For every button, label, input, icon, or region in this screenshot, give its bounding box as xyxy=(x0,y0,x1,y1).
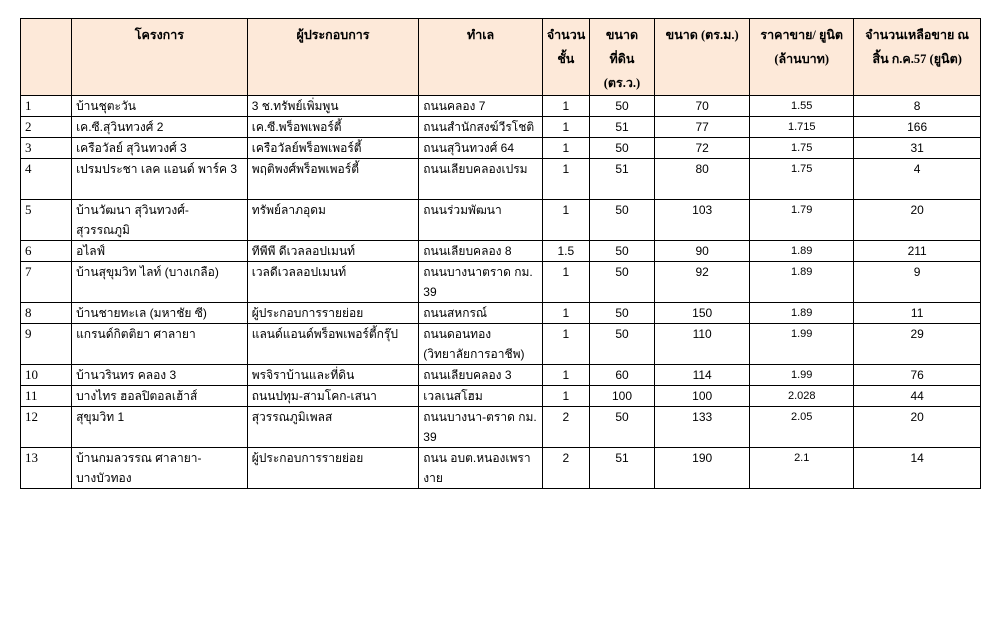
table-row xyxy=(21,117,981,138)
area-cell: 190 xyxy=(655,448,750,489)
area-cell: 114 xyxy=(655,365,750,386)
area-cell: 133 xyxy=(655,407,750,448)
table-row xyxy=(21,241,981,262)
developer-cell: แลนด์แอนด์พร็อพเพอร์ตี้กรุ๊ป xyxy=(247,324,419,365)
price-cell: 1.75 xyxy=(750,138,854,159)
land-size-cell: 51 xyxy=(589,159,654,200)
col-header-developer: ผู้ประกอบการ xyxy=(247,19,419,96)
developer-cell: สุวรรณภูมิเพลส xyxy=(247,407,419,448)
table-row xyxy=(21,262,981,303)
table-row xyxy=(21,365,981,386)
header-row xyxy=(21,19,981,96)
remaining-cell: 8 xyxy=(854,96,981,117)
remaining-cell: 31 xyxy=(854,138,981,159)
developer-cell: ทีพีพี ดีเวลลอปเมนท์ xyxy=(247,241,419,262)
table-row xyxy=(21,386,981,407)
remaining-cell: 9 xyxy=(854,262,981,303)
price-cell: 1.89 xyxy=(750,303,854,324)
floors-cell: 1 xyxy=(542,303,589,324)
project-cell: สุขุมวิท 1 xyxy=(72,407,248,448)
row-number: 13 xyxy=(21,448,72,489)
row-number: 2 xyxy=(21,117,72,138)
land-size-cell: 50 xyxy=(589,407,654,448)
project-cell: แกรนด์กิตติยา ศาลายา xyxy=(72,324,248,365)
remaining-cell: 166 xyxy=(854,117,981,138)
row-number: 9 xyxy=(21,324,72,365)
row-number: 8 xyxy=(21,303,72,324)
project-cell: บ้านกมลวรรณ ศาลายา-บางบัวทอง xyxy=(72,448,248,489)
developer-cell: 3 ช.ทรัพย์เพิ่มพูน xyxy=(247,96,419,117)
price-cell: 1.99 xyxy=(750,365,854,386)
developer-cell: พรจิราบ้านและที่ดิน xyxy=(247,365,419,386)
col-header-floors: จำนวนชั้น xyxy=(542,19,589,96)
floors-cell: 1 xyxy=(542,200,589,241)
price-cell: 2.1 xyxy=(750,448,854,489)
price-cell: 1.75 xyxy=(750,159,854,200)
area-cell: 90 xyxy=(655,241,750,262)
row-number: 5 xyxy=(21,200,72,241)
project-cell: เปรมประชา เลค แอนด์ พาร์ค 3 xyxy=(72,159,248,200)
location-cell: ถนนดอนทอง (วิทยาลัยการอาชีพ) xyxy=(419,324,543,365)
project-cell: บ้านวัฒนา สุวินทวงศ์-สุวรรณภูมิ xyxy=(72,200,248,241)
project-cell: เค.ซี.สุวินทวงศ์ 2 xyxy=(72,117,248,138)
developer-cell: ผู้ประกอบการรายย่อย xyxy=(247,303,419,324)
housing-projects-table xyxy=(20,18,981,489)
land-size-cell: 50 xyxy=(589,200,654,241)
floors-cell: 1.5 xyxy=(542,241,589,262)
floors-cell: 1 xyxy=(542,262,589,303)
area-cell: 110 xyxy=(655,324,750,365)
floors-cell: 2 xyxy=(542,407,589,448)
project-cell: เครือวัลย์ สุวินทวงศ์ 3 xyxy=(72,138,248,159)
developer-cell: เวลดีเวลลอปเมนท์ xyxy=(247,262,419,303)
col-header-no xyxy=(21,19,72,96)
developer-cell: ผู้ประกอบการรายย่อย xyxy=(247,448,419,489)
area-cell: 77 xyxy=(655,117,750,138)
price-cell: 1.99 xyxy=(750,324,854,365)
land-size-cell: 50 xyxy=(589,241,654,262)
row-number: 11 xyxy=(21,386,72,407)
location-cell: ถนน อบต.หนองเพรางาย xyxy=(419,448,543,489)
location-cell: ถนนสุวินทวงศ์ 64 xyxy=(419,138,543,159)
project-cell: อไลฟ์ xyxy=(72,241,248,262)
project-cell: บ้านวรินทร คลอง 3 xyxy=(72,365,248,386)
area-cell: 92 xyxy=(655,262,750,303)
location-cell: ถนนสำนักสงฆ์วีรโชติ xyxy=(419,117,543,138)
developer-cell: เครือวัลย์พร็อพเพอร์ตี้ xyxy=(247,138,419,159)
location-cell: ถนนเลียบคลอง 3 xyxy=(419,365,543,386)
location-cell: ถนนเลียบคลองเปรม xyxy=(419,159,543,200)
location-cell: เวลเนสโฮม xyxy=(419,386,543,407)
developer-cell: เค.ซี.พร็อพเพอร์ตี้ xyxy=(247,117,419,138)
land-size-cell: 100 xyxy=(589,386,654,407)
remaining-cell: 29 xyxy=(854,324,981,365)
land-size-cell: 50 xyxy=(589,262,654,303)
price-cell: 1.79 xyxy=(750,200,854,241)
remaining-cell: 11 xyxy=(854,303,981,324)
price-cell: 1.715 xyxy=(750,117,854,138)
floors-cell: 1 xyxy=(542,117,589,138)
price-cell: 1.89 xyxy=(750,262,854,303)
table-row xyxy=(21,200,981,241)
location-cell: ถนนบางนา-ตราด กม. 39 xyxy=(419,407,543,448)
area-cell: 150 xyxy=(655,303,750,324)
location-cell: ถนนสหกรณ์ xyxy=(419,303,543,324)
land-size-cell: 50 xyxy=(589,303,654,324)
project-cell: บางไทร ฮอลปิตอลเฮ้าส์ xyxy=(72,386,248,407)
floors-cell: 1 xyxy=(542,386,589,407)
table-row xyxy=(21,96,981,117)
remaining-cell: 4 xyxy=(854,159,981,200)
remaining-cell: 44 xyxy=(854,386,981,407)
price-cell: 2.028 xyxy=(750,386,854,407)
col-header-land-size: ขนาดที่ดิน (ตร.ว.) xyxy=(589,19,654,96)
table-row xyxy=(21,159,981,200)
location-cell: ถนนเลียบคลอง 8 xyxy=(419,241,543,262)
floors-cell: 1 xyxy=(542,96,589,117)
row-number: 12 xyxy=(21,407,72,448)
col-header-location: ทำเล xyxy=(419,19,543,96)
developer-cell: ถนนปทุม-สามโคก-เสนา xyxy=(247,386,419,407)
price-cell: 1.89 xyxy=(750,241,854,262)
floors-cell: 1 xyxy=(542,324,589,365)
table-row xyxy=(21,324,981,365)
floors-cell: 2 xyxy=(542,448,589,489)
location-cell: ถนนบางนาตราด กม. 39 xyxy=(419,262,543,303)
developer-cell: ทรัพย์ลาภอุดม xyxy=(247,200,419,241)
floors-cell: 1 xyxy=(542,159,589,200)
price-cell: 2.05 xyxy=(750,407,854,448)
land-size-cell: 50 xyxy=(589,324,654,365)
row-number: 10 xyxy=(21,365,72,386)
remaining-cell: 20 xyxy=(854,200,981,241)
price-cell: 1.55 xyxy=(750,96,854,117)
floors-cell: 1 xyxy=(542,138,589,159)
area-cell: 72 xyxy=(655,138,750,159)
row-number: 3 xyxy=(21,138,72,159)
location-cell: ถนนคลอง 7 xyxy=(419,96,543,117)
location-cell: ถนนร่วมพัฒนา xyxy=(419,200,543,241)
floors-cell: 1 xyxy=(542,365,589,386)
area-cell: 80 xyxy=(655,159,750,200)
table-row xyxy=(21,448,981,489)
land-size-cell: 50 xyxy=(589,138,654,159)
col-header-price: ราคาขาย/ ยูนิต (ล้านบาท) xyxy=(750,19,854,96)
table-row xyxy=(21,303,981,324)
remaining-cell: 14 xyxy=(854,448,981,489)
table-row xyxy=(21,407,981,448)
project-cell: บ้านชุตะวัน xyxy=(72,96,248,117)
area-cell: 103 xyxy=(655,200,750,241)
area-cell: 70 xyxy=(655,96,750,117)
area-cell: 100 xyxy=(655,386,750,407)
row-number: 1 xyxy=(21,96,72,117)
row-number: 4 xyxy=(21,159,72,200)
land-size-cell: 50 xyxy=(589,96,654,117)
row-number: 6 xyxy=(21,241,72,262)
remaining-cell: 20 xyxy=(854,407,981,448)
row-number: 7 xyxy=(21,262,72,303)
table-body xyxy=(21,96,981,489)
remaining-cell: 76 xyxy=(854,365,981,386)
col-header-remaining: จำนวนเหลือขาย ณ สิ้น ก.ค.57 (ยูนิต) xyxy=(854,19,981,96)
project-cell: บ้านสุขุมวิท ไลท์ (บางเกลือ) xyxy=(72,262,248,303)
land-size-cell: 60 xyxy=(589,365,654,386)
developer-cell: พฤติพงศ์พร็อพเพอร์ตี้ xyxy=(247,159,419,200)
land-size-cell: 51 xyxy=(589,117,654,138)
remaining-cell: 211 xyxy=(854,241,981,262)
col-header-area: ขนาด (ตร.ม.) xyxy=(655,19,750,96)
table-row xyxy=(21,138,981,159)
land-size-cell: 51 xyxy=(589,448,654,489)
col-header-project: โครงการ xyxy=(72,19,248,96)
project-cell: บ้านชายทะเล (มหาชัย ซี) xyxy=(72,303,248,324)
